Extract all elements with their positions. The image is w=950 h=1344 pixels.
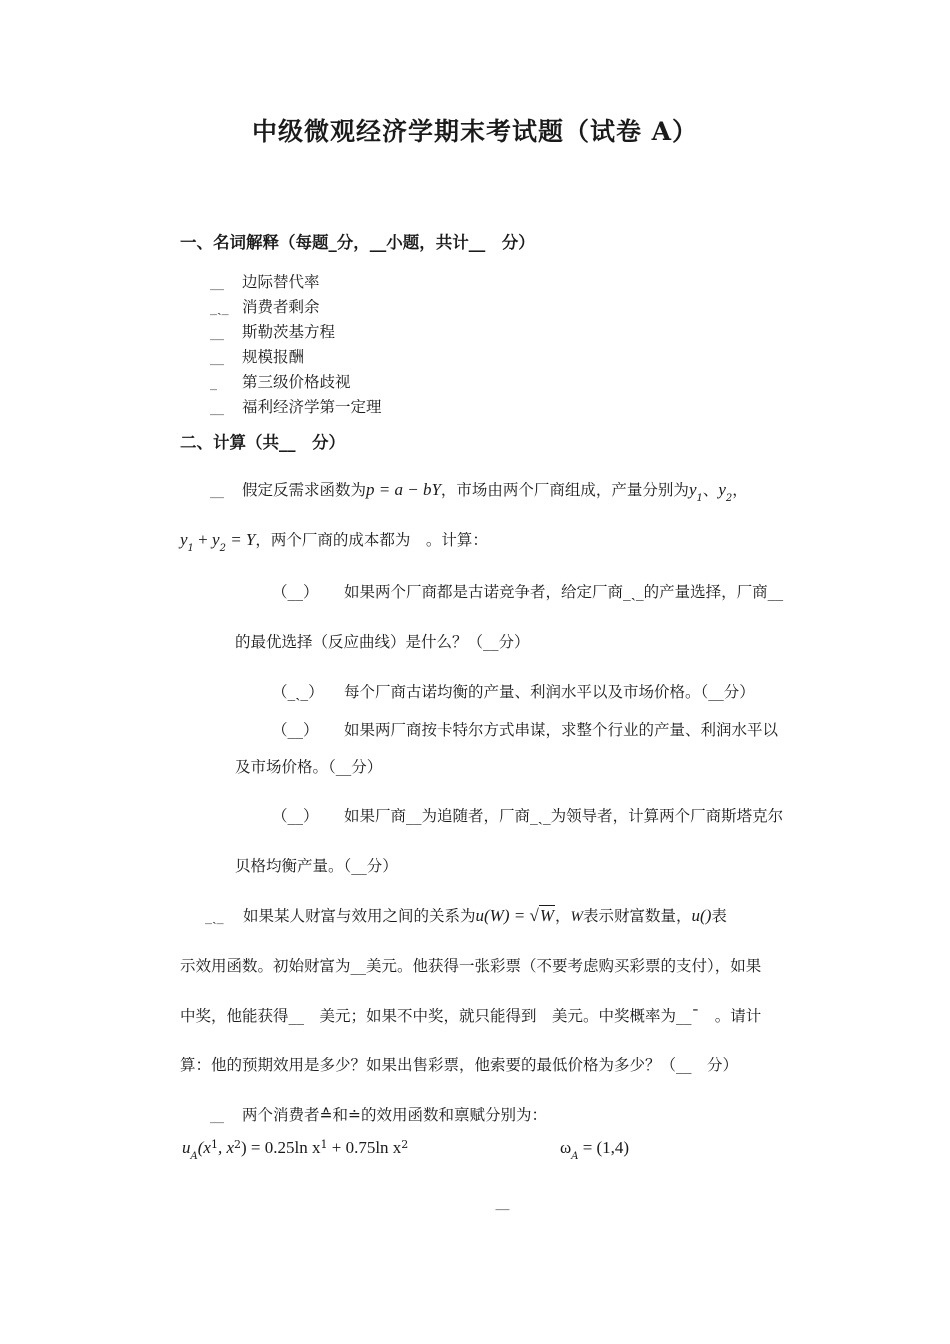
q2-comma: ， — [555, 907, 571, 925]
sqrt-sign: √ — [529, 906, 539, 925]
utility-formula: u(W) = — [475, 906, 530, 925]
q1-text-mid: ，市场由两个厂商组成，产量分别为 — [440, 481, 689, 499]
item-text: 消费者剩余 — [242, 298, 320, 316]
list-item — [210, 295, 320, 317]
item-number: __ — [210, 275, 224, 291]
q2-line2: 示效用函数。初始财富为__美元。他获得一张彩票（不要考虑购买彩票的支付），如果 — [180, 957, 762, 975]
item-text: 规模报酬 — [242, 348, 305, 366]
sub-2: 2 — [725, 493, 733, 504]
endowment-A — [560, 1138, 630, 1162]
list-item — [210, 370, 351, 392]
sup-1: 1 — [320, 1138, 328, 1151]
util-rhs-2: + 0.75ln x — [327, 1138, 402, 1157]
item-number: __ — [210, 350, 224, 366]
q1-text-end: ， — [732, 481, 748, 499]
sup-2: 2 — [234, 1138, 241, 1151]
sub-1: 1 — [696, 493, 703, 504]
q3-text: 两个消费者≙和≐的效用函数和禀赋分别为： — [242, 1106, 547, 1124]
q1-line2 — [180, 528, 488, 554]
part-text: 如果两厂商按卡特尔方式串谋，求整个行业的产量、利润水平以 — [344, 721, 779, 739]
var-y1: y — [688, 480, 697, 499]
endowment-value: = (1,4) — [578, 1138, 630, 1157]
q1-part1-line1 — [272, 580, 783, 602]
var-u: u() — [691, 906, 712, 925]
q1-cost-text: ，两个厂商的成本都为 。计算： — [255, 531, 488, 549]
item-text: 斯勒茨基方程 — [242, 323, 336, 341]
list-item — [210, 270, 320, 292]
list-item — [210, 395, 382, 417]
var-y1: y — [180, 530, 188, 549]
part-text: 每个厂商古诺均衡的产量、利润水平以及市场价格。（__分） — [344, 683, 755, 701]
q1-part3-line2: 及市场价格。（__分） — [235, 758, 383, 776]
list-item — [210, 345, 304, 367]
part-text: 如果两个厂商都是古诺竞争者，给定厂商_ˏ_的产量选择，厂商__ — [344, 583, 784, 601]
utility-function-A — [182, 1138, 409, 1162]
inverse-demand-formula: p = a − bY — [366, 480, 441, 499]
var-u: u — [182, 1138, 191, 1157]
q2-line4: 算：他的预期效用是多少？如果出售彩票，他索要的最低价格为多少？（__ 分） — [180, 1056, 739, 1074]
var-W: W — [570, 909, 584, 925]
separator: 、 — [702, 481, 719, 499]
section2-heading: 二、计算（共__ 分） — [180, 433, 345, 452]
q3-line1 — [210, 1103, 547, 1125]
var-y2: y — [718, 480, 726, 499]
q1-part4-line2: 贝格均衡产量。（__分） — [235, 857, 398, 875]
question-number: __ — [210, 1108, 224, 1124]
q2-text-end: 表 — [711, 907, 727, 925]
page-footer-mark: __ — [495, 1195, 510, 1211]
item-number: __ — [210, 325, 224, 341]
item-text: 福利经济学第一定理 — [242, 398, 382, 416]
q1-text: 假定反需求函数为 — [242, 481, 367, 499]
item-number: __ — [210, 400, 224, 416]
var-y2: y — [212, 530, 220, 549]
item-text: 第三级价格歧视 — [242, 373, 351, 391]
sup-1: 1 — [210, 1138, 218, 1151]
q1-part1-line2: 的最优选择（反应曲线）是什么？（__分） — [235, 633, 530, 651]
q1-line1 — [210, 478, 748, 504]
question-number: __ — [210, 483, 224, 499]
util-args: (x — [197, 1138, 211, 1157]
section1-heading: 一、名词解释（每题_分，__小题，共计__ 分） — [180, 233, 535, 252]
sub-1: 1 — [187, 543, 194, 554]
q1-part3-line1 — [272, 718, 778, 740]
q2-text-mid: 表示财富数量， — [583, 907, 692, 925]
util-rhs: ) = 0.25ln x — [241, 1138, 321, 1157]
part-number: （_ˏ_） — [272, 683, 324, 701]
item-text: 边际替代率 — [242, 273, 320, 291]
sqrt-radicand: W — [539, 906, 554, 925]
equals-Y: = Y — [225, 530, 256, 549]
omega-symbol: ω — [560, 1138, 572, 1157]
q2-line1 — [205, 904, 727, 926]
sub-A: A — [190, 1151, 198, 1162]
q1-part4-line1 — [272, 804, 783, 826]
part-number: （__） — [272, 583, 319, 601]
plus-sign: + — [193, 530, 213, 549]
sub-2: 2 — [219, 543, 226, 554]
q2-line3: 中奖，他能获得__ 美元；如果不中奖，就只能得到 美元。中奖概率为__ˉ 。请计 — [180, 1007, 762, 1025]
sup-2: 2 — [401, 1138, 409, 1151]
util-comma: , x — [217, 1138, 234, 1157]
part-number: （__） — [272, 807, 319, 825]
item-number: _ˏ_ — [210, 300, 229, 316]
q2-text: 如果某人财富与效用之间的关系为 — [243, 907, 476, 925]
question-number: _ˏ_ — [205, 909, 224, 925]
q1-part2-line1 — [272, 680, 755, 702]
sub-A: A — [571, 1151, 579, 1162]
list-item — [210, 320, 335, 342]
page-title: 中级微观经济学期末考试题（试卷 A） — [251, 117, 699, 146]
item-number: _ — [210, 375, 217, 391]
part-number: （__） — [272, 721, 319, 739]
part-text: 如果厂商__为追随者，厂商_ˏ_为领导者，计算两个厂商斯塔克尔 — [344, 807, 784, 825]
